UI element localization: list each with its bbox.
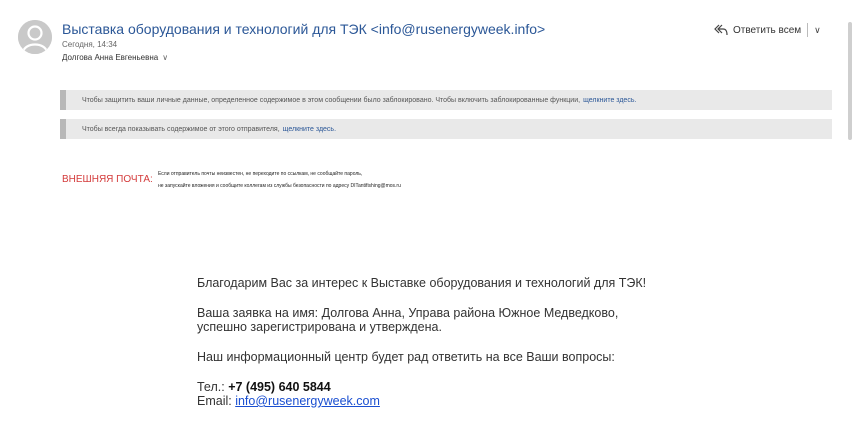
message-body: [197, 276, 647, 408]
sender-avatar[interactable]: [18, 20, 52, 54]
sender-notice-link[interactable]: щелкните здесь.: [282, 125, 337, 133]
registration-line1: Ваша заявка на имя: Долгова Анна, Управа района Южное Медведково,: [197, 306, 619, 320]
phone-number: +7 (495) 640 5844: [228, 380, 331, 394]
external-mail-label: ВНЕШНЯЯ ПОЧТА:: [62, 174, 153, 185]
registration-line2: успешно зарегистрирована и утверждена.: [197, 320, 442, 334]
privacy-notice-bar: [60, 90, 832, 110]
privacy-notice-link[interactable]: щелкните здесь.: [583, 96, 637, 104]
recipient-name: Долгова Анна Евгеньевна: [62, 53, 159, 62]
chevron-down-icon[interactable]: ∨: [814, 24, 821, 35]
thanks-text: Благодарим Вас за интерес к Выставке оборудования и технологий для ТЭК!: [197, 276, 647, 290]
privacy-notice-text: Чтобы защитить ваши личные данные, определенное содержимое в этом сообщении было заблокировано. Чтобы включить заблокированные функции,: [82, 96, 581, 104]
divider: [807, 23, 808, 37]
phone-label: Тел.:: [197, 380, 229, 394]
info-center-text: Наш информационный центр будет рад ответить на все Ваши вопросы:: [197, 350, 615, 364]
scrollbar-thumb[interactable]: [848, 22, 852, 140]
reply-all-icon: [714, 23, 728, 37]
external-warning-line1: Если отправитель почты неизвестен, не переходите по ссылкам, не сообщайте пароль,: [158, 171, 363, 177]
phone-line: [197, 380, 380, 394]
message-recipient[interactable]: [62, 53, 168, 62]
external-warning-line2: не запускайте вложения и сообщите коллегам из службы безопасности по адресу DITantifishing@mos.ru: [158, 183, 401, 189]
scrollbar[interactable]: [846, 0, 854, 435]
registration-text: [197, 306, 618, 334]
reply-all-label: Ответить всем: [733, 24, 802, 36]
sender-notice-bar: [60, 119, 832, 139]
email-link[interactable]: info@rusenergyweek.com: [235, 394, 380, 408]
reply-all-button[interactable]: [714, 20, 821, 40]
chevron-down-icon[interactable]: ∨: [162, 53, 169, 62]
sender-notice-text: Чтобы всегда показывать содержимое от этого отправителя,: [82, 125, 280, 133]
external-mail-warning: [158, 168, 401, 192]
email-line: [197, 394, 380, 408]
contacts: [197, 380, 380, 408]
message-subject: Выставка оборудования и технологий для ТЭК <info@rusenergyweek.info>: [62, 21, 546, 37]
email-label: Email:: [197, 394, 236, 408]
message-date: Сегодня, 14:34: [62, 40, 118, 49]
person-icon: [18, 20, 52, 54]
